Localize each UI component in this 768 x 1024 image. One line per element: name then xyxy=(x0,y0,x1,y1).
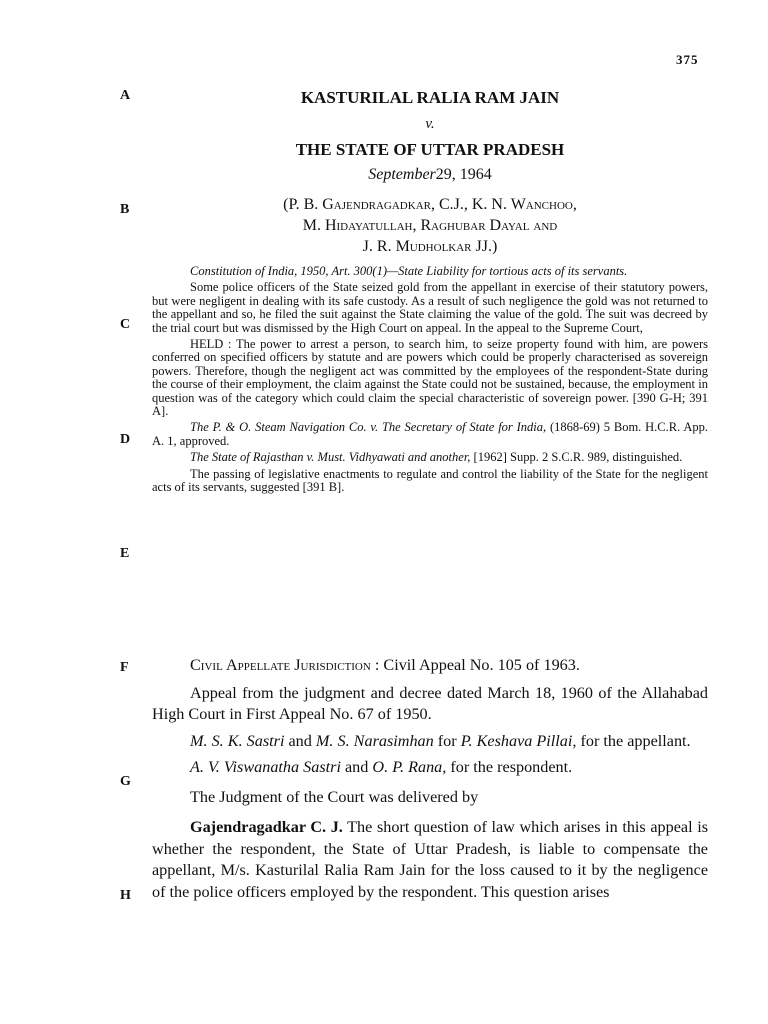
case-2-citation: [1962] Supp. 2 S.C.R. 989, distinguished. xyxy=(470,450,683,465)
margin-letter-g: G xyxy=(120,774,131,789)
margin-letter-c: C xyxy=(120,317,131,332)
margin-letter-h: H xyxy=(120,888,131,903)
counsel-2-tail: for the respondent. xyxy=(446,758,573,776)
case-2-name: The State of Rajasthan v. Must. Vidhyawati and another, xyxy=(190,450,471,465)
judges-line-2: M. Hidayatullah, Raghubar Dayal and xyxy=(302,217,558,234)
counsel-2-a: A. V. Viswanatha Sastri xyxy=(190,758,341,776)
margin-letter-b: B xyxy=(120,202,130,217)
counsel-1-for: for xyxy=(433,731,461,750)
margin-letter-e: E xyxy=(120,546,130,561)
headnote-suggestion: The passing of legislative enactments to regulate and control the liability of the State for the negligent acts of its servants, suggested [391 B]. xyxy=(152,466,708,495)
party-two: THE STATE OF UTTAR PRADESH xyxy=(295,140,565,159)
case-1-citation: (1868-69) 5 Bom. H.C.R. App. A. 1, approved. xyxy=(152,420,708,448)
counsel-1-tail: for the appellant. xyxy=(576,731,691,750)
judgment-body xyxy=(152,655,708,903)
judges-line-3: J. R. Mudholkar JJ.) xyxy=(362,238,498,255)
counsel-1-c: P. Keshava Pillai, xyxy=(460,731,577,750)
case-1-name: The P. & O. Steam Navigation Co. v. The Secretary of State for India, xyxy=(190,420,547,435)
counsel-1-a: M. S. K. Sastri xyxy=(190,731,285,750)
judgment-text: The short question of law which arises in this appeal is whether the respondent, the State of Uttar Pradesh, is liable to compensate the appellant, M/s. Kasturilal Ralia Ram Jain for the loss caused to it by the negligence of the police officers employed by the respondent. This question arises xyxy=(152,818,708,901)
jurisdiction-text: Civil Appeal No. 105 of 1963. xyxy=(379,656,580,674)
date-month: September xyxy=(368,166,436,183)
judges-line-1: (P. B. Gajendragadkar, C.J., K. N. Wanchoo, xyxy=(283,196,577,213)
counsel-2-and: and xyxy=(340,758,373,776)
margin-letter-f: F xyxy=(120,660,129,675)
versus: v. xyxy=(425,116,435,132)
judge-name: Gajendragadkar C. J. xyxy=(190,818,343,836)
appeal-paragraph: Appeal from the judgment and decree dated March 18, 1960 of the Allahabad High Court in First Appeal No. 67 of 1950. xyxy=(152,683,708,723)
jurisdiction-line xyxy=(152,655,708,677)
jurisdiction-label: Civil Appellate Jurisdiction : xyxy=(190,656,380,674)
case-reference-2 xyxy=(152,451,708,464)
case-reference-1 xyxy=(152,421,708,448)
page-number: 375 xyxy=(676,52,699,67)
counsel-respondent xyxy=(152,757,708,779)
headnote-facts: Some police officers of the State seized gold from the appellant in exercise of their statutory powers, but were negligent in dealing with its safe custody. As a result of such negligence the gold was not returned to the appellant and so, he filed the suit against the State claiming the value of the gold. The suit was decreed by the trial court but was dismissed by the High Court on appeal. In the appeal to the Supreme Court, xyxy=(152,280,708,335)
margin-letter-d: D xyxy=(120,432,131,447)
headnote xyxy=(152,265,708,495)
margin-letter-a: A xyxy=(120,88,131,103)
counsel-1-b: M. S. Narasimhan xyxy=(315,731,434,750)
judgment-paragraph xyxy=(152,817,708,903)
headnote-subject: Constitution of India, 1950, Art. 300(1)—State Liability for tortious acts of its servants. xyxy=(190,264,628,278)
counsel-2-b: O. P. Rana, xyxy=(372,758,447,776)
bench-judges xyxy=(150,194,710,257)
counsel-appellant xyxy=(152,731,708,753)
counsel-1-and: and xyxy=(284,731,316,750)
headnote-held: HELD : The power to arrest a person, to search him, to seize property found with him, are powers conferred on specified officers by statute and are powers which could be properly characterised as sovereign powers. Therefore, though the negligent act was committed by the employees of the respondent-State during the course of their employment, the claim against the State could not be sustained, because, the employment in question was of the category which could claim the special characteristic of sovereign power. [390 G-H; 391 A]. xyxy=(152,337,708,419)
date-rest: 29, 1964 xyxy=(435,166,492,183)
judgment-delivered-line: The Judgment of the Court was delivered by xyxy=(190,787,479,806)
party-one: KASTURILAL RALIA RAM JAIN xyxy=(300,88,560,107)
decision-date xyxy=(150,166,710,184)
